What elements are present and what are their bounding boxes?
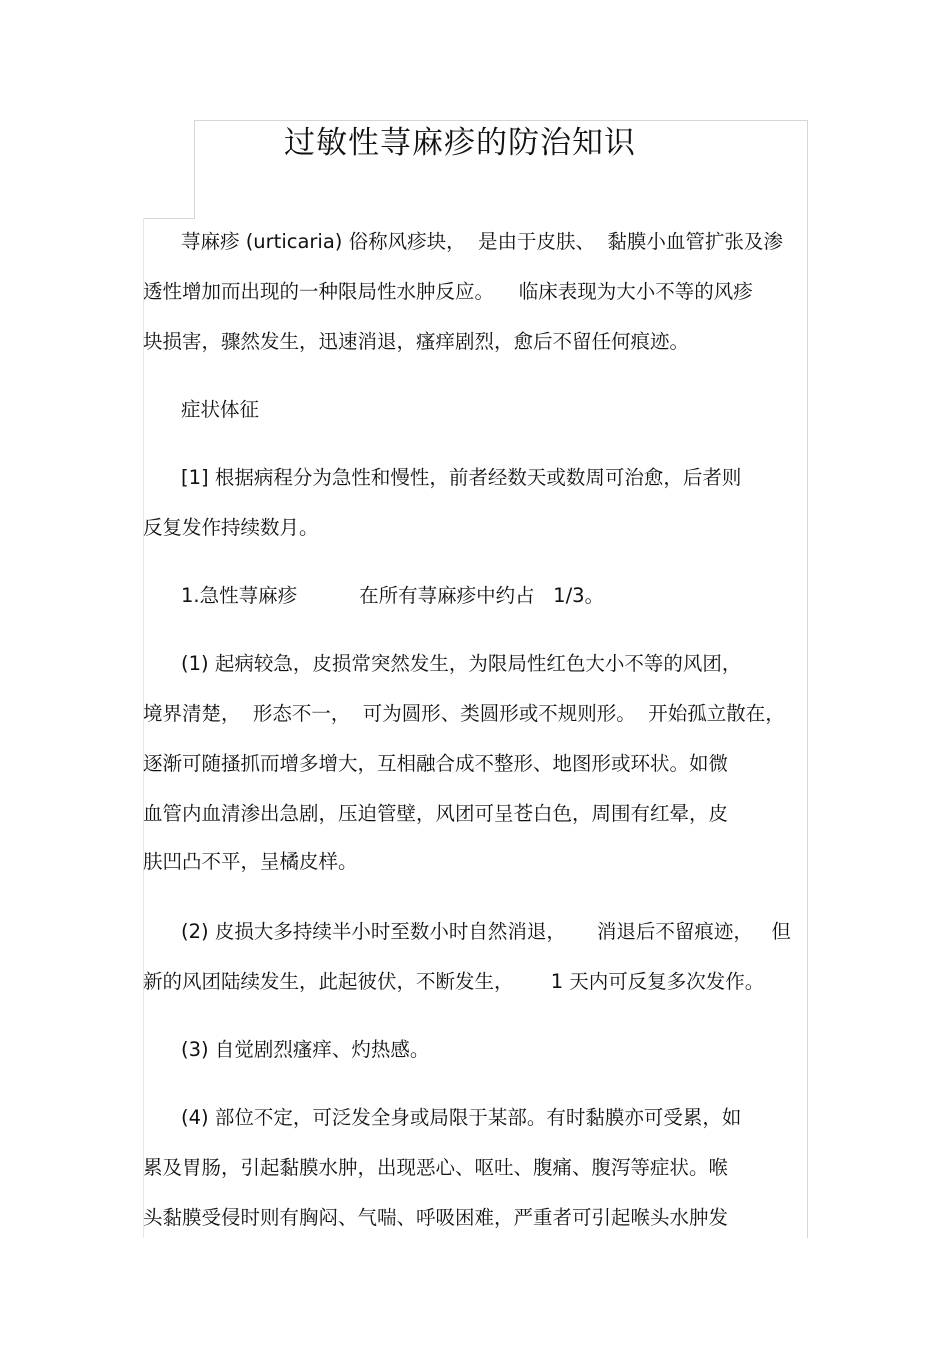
paragraph-line: 新的风团陆续发生，此起彼伏，不断发生， 1 天内可反复多次发作。	[143, 970, 765, 993]
paragraph-line: 块损害，骤然发生，迅速消退，瘙痒剧烈，愈后不留任何痕迹。	[143, 330, 690, 353]
paragraph-line: (3) 自觉剧烈瘙痒、灼热感。	[181, 1038, 430, 1061]
document-title: 过敏性荨麻疹的防治知识	[284, 125, 636, 161]
paragraph-line: 境界清楚， 形态不一， 可为圆形、类圆形或不规则形。 开始孤立散在，	[143, 702, 785, 725]
paragraph-line: (4) 部位不定，可泛发全身或局限于某部。有时黏膜亦可受累，如	[181, 1106, 742, 1129]
paragraph-line: 头黏膜受侵时则有胸闷、气喘、呼吸困难，严重者可引起喉头水肿发	[143, 1206, 729, 1229]
paragraph-line: 逐渐可随搔抓而增多增大，互相融合成不整形、地图形或环状。如微	[143, 752, 729, 775]
paragraph-line: 反复发作持续数月。	[143, 516, 319, 539]
paragraph-line: 肤凹凸不平，呈橘皮样。	[143, 850, 358, 873]
paragraph-line: [1] 根据病程分为急性和慢性，前者经数天或数周可治愈，后者则	[181, 466, 742, 489]
paragraph-line: (2) 皮损大多持续半小时至数小时自然消退， 消退后不留痕迹， 但	[181, 920, 791, 943]
page-frame-right-border	[807, 120, 808, 1238]
paragraph-line: 血管内血清渗出急剧，压迫管壁，风团可呈苍白色，周围有红晕，皮	[143, 802, 729, 825]
page-frame-left-border	[143, 218, 144, 1238]
section-heading: 症状体征	[181, 398, 260, 421]
subsection-heading: 1.急性荨麻疹 在所有荨麻疹中约占 1/3。	[181, 584, 605, 607]
paragraph-line: 透性增加而出现的一种限局性水肿反应。 临床表现为大小不等的风疹	[143, 280, 753, 303]
page-frame-corner-horizontal	[143, 218, 195, 219]
paragraph-line: (1) 起病较急，皮损常突然发生，为限局性红色大小不等的风团，	[181, 652, 742, 675]
paragraph-line: 荨麻疹 (urticaria) 俗称风疹块， 是由于皮肤、 黏膜小血管扩张及渗	[181, 230, 783, 253]
paragraph-line: 累及胃肠，引起黏膜水肿，出现恶心、呕吐、腹痛、腹泻等症状。喉	[143, 1156, 729, 1179]
